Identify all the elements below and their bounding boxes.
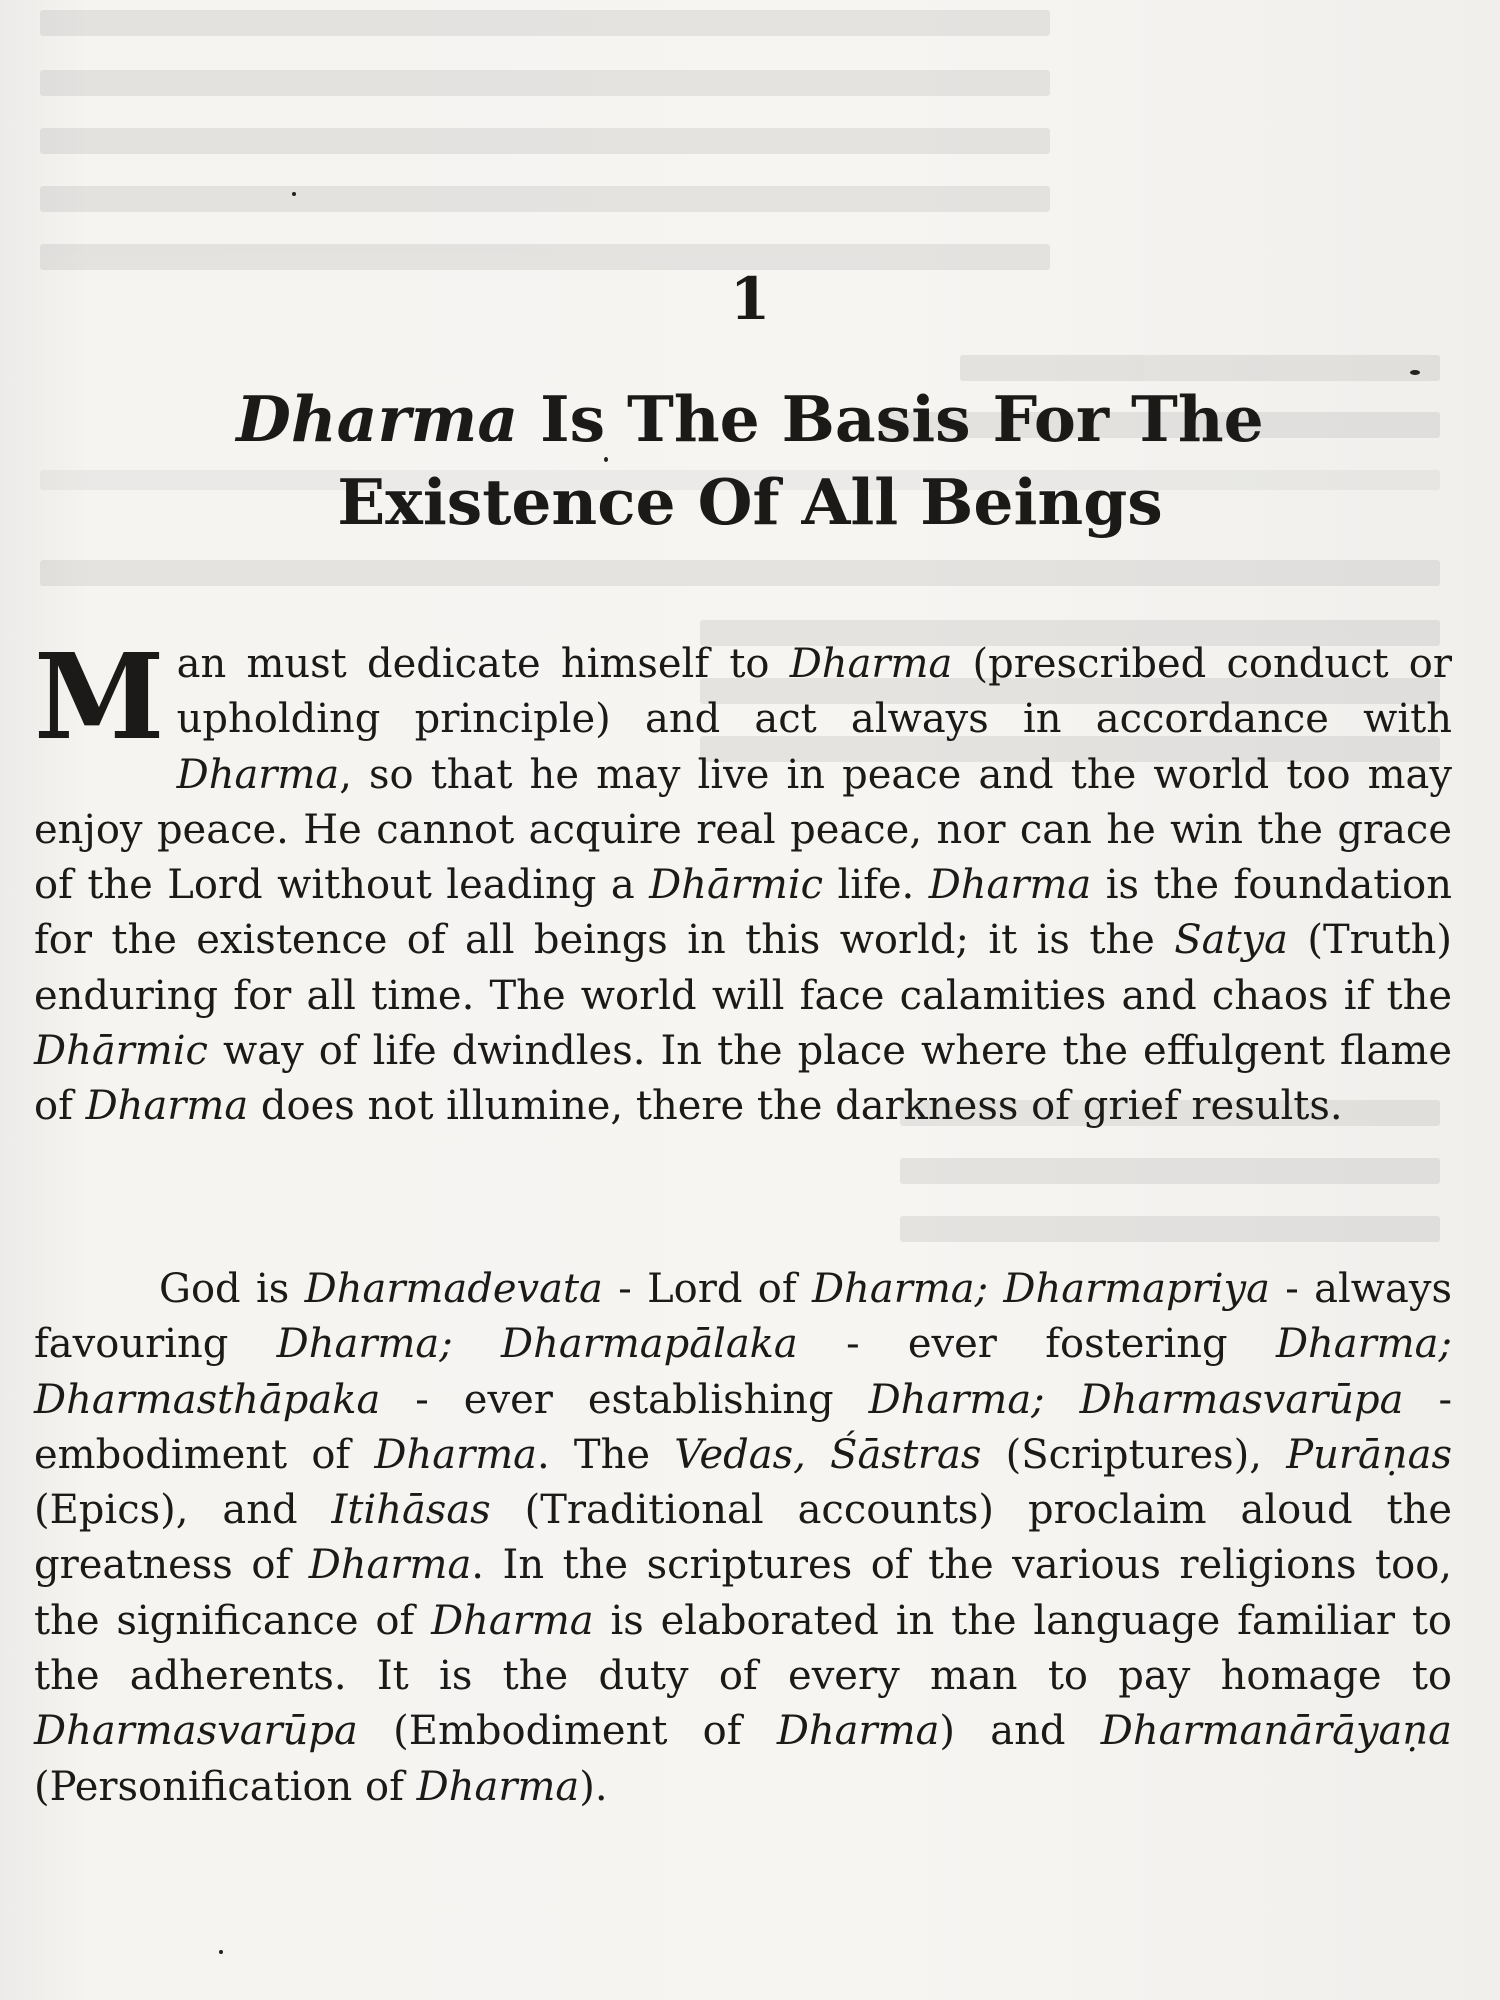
ink-speck — [1410, 370, 1420, 375]
italic-term: Vedas, Śāstras — [674, 1431, 982, 1478]
text-run: . The — [537, 1431, 675, 1478]
chapter-title-italic: Dharma — [236, 382, 519, 456]
italic-term: Dharma — [85, 1083, 249, 1130]
italic-term: Dharma — [374, 1431, 537, 1478]
italic-term: Dharma; Dharmapriya — [812, 1266, 1270, 1312]
italic-term: Dharma — [431, 1597, 594, 1644]
italic-term: Dhārmic — [34, 1028, 208, 1075]
italic-term: Dharma; Dharmasthāpaka — [34, 1321, 1453, 1423]
text-run: . In the scriptures of the various religions too, the significance of — [34, 1542, 1452, 1644]
text-run: , so that he may live in peace and the world too may enjoy peace. He cannot acquire real peace, nor can he win the grace of the Lord without leading a — [34, 751, 1452, 909]
text-run: life. — [823, 862, 929, 909]
text-run: God is — [159, 1266, 305, 1312]
italic-term: Itihāsas — [331, 1487, 491, 1534]
italic-term: Dharmasvarūpa — [34, 1708, 358, 1755]
chapter-title — [150, 378, 1350, 544]
text-run: (prescribed conduct or upholding principle) and act always in accordance with — [176, 641, 1452, 743]
text-run: (Scriptures), — [981, 1431, 1287, 1478]
ink-speck — [292, 192, 296, 196]
text-run: is elaborated in the language familiar to the adherents. It is the duty of every man to pay homage to — [34, 1597, 1452, 1700]
text-run: - ever fostering — [797, 1321, 1276, 1368]
chapter-number: 1 — [729, 265, 771, 333]
chapter-title-line2: Existence Of All Beings — [337, 465, 1163, 539]
italic-term: Dharma — [176, 751, 340, 798]
text-run: (Truth) enduring for all time. The world will face calamities and chaos if the — [34, 917, 1453, 1019]
text-run: - Lord of — [602, 1266, 813, 1312]
italic-term: Dharmadevata — [304, 1266, 603, 1312]
text-run: ) and — [939, 1708, 1101, 1755]
italic-term: Dharma — [789, 641, 953, 687]
text-run: ). — [579, 1763, 608, 1810]
drop-cap: M — [34, 627, 165, 766]
chapter-title-rest: Is The Basis For The — [518, 382, 1264, 456]
ink-speck — [604, 457, 608, 462]
italic-term: Dharma; Dharmapālaka — [276, 1321, 798, 1368]
text-run: (Epics), and — [34, 1487, 332, 1534]
text-run: does not illumine, there the darkness of grief results. — [248, 1083, 1343, 1130]
text-run: is the foundation for the existence of all beings in this world; it is the — [34, 862, 1452, 964]
italic-term: Dharma — [308, 1542, 472, 1589]
text-run: (Traditional accounts) proclaim aloud the greatness of — [34, 1487, 1452, 1589]
ink-speck — [219, 1950, 223, 1954]
text-run: - embodiment of — [34, 1376, 1453, 1478]
text-run: (Personification of — [34, 1763, 417, 1810]
italic-term: Dharma — [928, 862, 1092, 909]
italic-term: Dharma — [416, 1763, 580, 1810]
italic-term: Dharma — [776, 1708, 940, 1755]
text-run: way of life dwindles. In the place where the effulgent flame of — [34, 1028, 1452, 1130]
paragraph-2 — [34, 1262, 1452, 1815]
italic-term: Satya — [1174, 917, 1289, 964]
italic-term: Dharma; Dharmasvarūpa — [868, 1376, 1404, 1423]
text-run: (Embodiment of — [357, 1708, 777, 1755]
italic-term: Purāṇas — [1286, 1431, 1452, 1478]
text-run: an must dedicate himself to — [176, 641, 790, 687]
italic-term: Dhārmic — [649, 862, 824, 909]
paragraph-1 — [34, 627, 1453, 1135]
italic-term: Dharmanārāyaṇa — [1100, 1708, 1452, 1755]
text-run: - always favouring — [34, 1266, 1452, 1368]
text-run: - ever establishing — [380, 1376, 869, 1423]
